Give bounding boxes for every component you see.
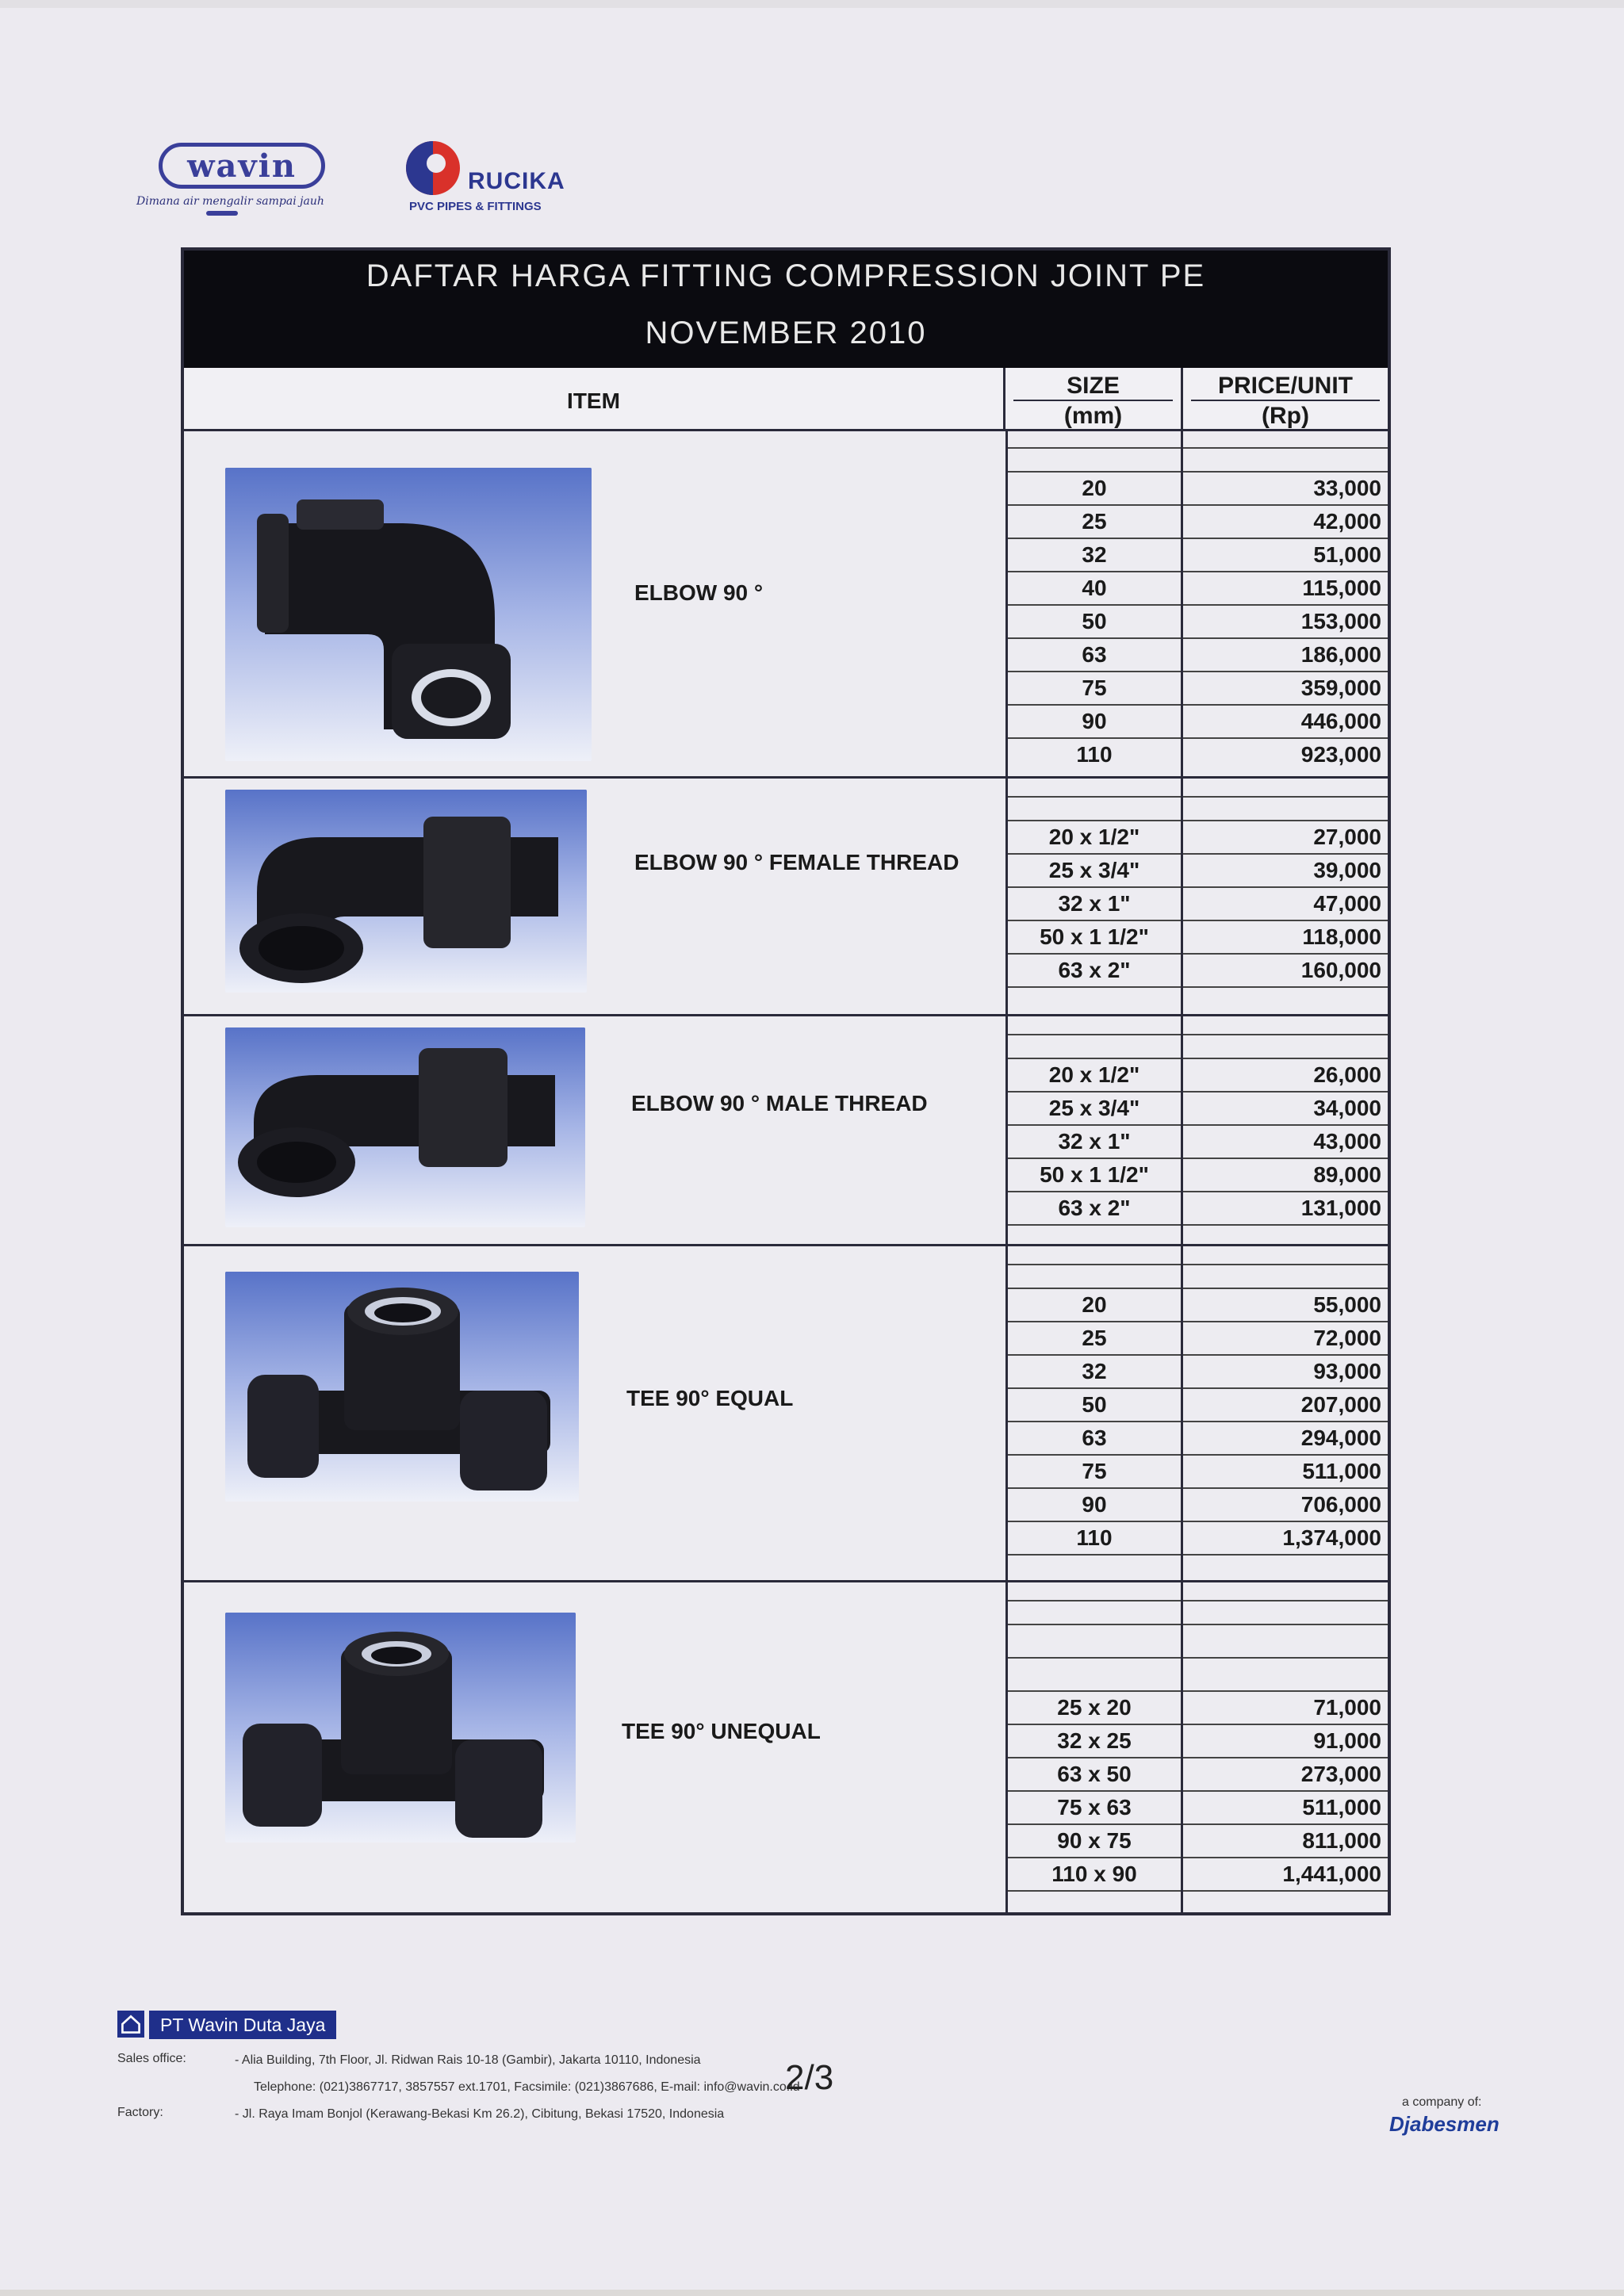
- table-title: DAFTAR HARGA FITTING COMPRESSION JOINT PE: [366, 258, 1206, 293]
- size-cell: 63: [1082, 1425, 1107, 1450]
- wavin-wave-mark: [206, 211, 238, 216]
- product-group-elbow-90: [184, 431, 1388, 779]
- column-header-size: [1005, 368, 1183, 431]
- size-cell: 90 x 75: [1057, 1828, 1132, 1853]
- size-cell: 20 x 1/2": [1048, 825, 1140, 849]
- size-cell: 63: [1082, 642, 1107, 667]
- tee-unequal-photo: [225, 1613, 576, 1843]
- size-cell: 63 x 2": [1058, 958, 1131, 982]
- size-cell: 90: [1082, 709, 1107, 733]
- product-name: ELBOW 90 °: [634, 580, 764, 605]
- price-column: [1183, 431, 1388, 776]
- size-cell: 110: [1076, 1525, 1113, 1550]
- scan-edge-bottom: [0, 2290, 1624, 2296]
- size-cell: 32: [1082, 1359, 1107, 1383]
- size-cell: 50 x 1 1/2": [1040, 1162, 1149, 1187]
- size-header-unit: (mm): [1063, 403, 1123, 429]
- size-cell: 75: [1082, 1459, 1107, 1483]
- size-cell: 75: [1082, 675, 1107, 700]
- price-column: [1183, 1582, 1388, 1912]
- size-cell: 25: [1082, 1326, 1107, 1350]
- price-cell: 511,000: [1302, 1459, 1381, 1483]
- price-cell: 43,000: [1313, 1129, 1381, 1154]
- price-cell: 131,000: [1300, 1196, 1381, 1220]
- price-cell: 446,000: [1300, 709, 1381, 733]
- size-cell: 32: [1082, 542, 1107, 567]
- rucika-wordmark: RUCIKA: [468, 168, 565, 194]
- price-cell: 118,000: [1302, 924, 1381, 949]
- price-column: [1183, 1016, 1388, 1244]
- price-cell: 89,000: [1313, 1162, 1381, 1187]
- size-cell: 110 x 90: [1051, 1862, 1137, 1886]
- price-cell: 71,000: [1313, 1695, 1381, 1720]
- size-cell: 50: [1082, 1392, 1107, 1417]
- size-cell: 20: [1082, 476, 1107, 500]
- price-cell: 1,374,000: [1282, 1525, 1381, 1550]
- company-of-label: a company of:: [1402, 2095, 1482, 2109]
- company-name: PT Wavin Duta Jaya: [149, 2011, 336, 2039]
- size-cell: 32 x 1": [1058, 1129, 1131, 1154]
- price-cell: 47,000: [1313, 891, 1381, 916]
- size-cell: 32 x 25: [1057, 1728, 1132, 1753]
- wavin-tagline: Dimana air mengalir sampai jauh: [136, 195, 324, 208]
- price-cell: 55,000: [1313, 1292, 1381, 1317]
- size-header-label: SIZE: [1067, 373, 1120, 399]
- size-cell: 50: [1082, 609, 1107, 633]
- size-column: [1005, 1246, 1183, 1580]
- wavin-wordmark: wavin: [159, 143, 325, 189]
- rucika-logo: [404, 140, 611, 219]
- table-date: NOVEMBER 2010: [645, 316, 927, 350]
- price-cell: 91,000: [1313, 1728, 1381, 1753]
- size-cell: 25 x 3/4": [1048, 858, 1140, 882]
- price-cell: 1,441,000: [1282, 1862, 1381, 1886]
- price-header-divider: [1191, 400, 1380, 401]
- price-header-label: PRICE/UNIT: [1217, 373, 1353, 399]
- product-group-tee-equal: [184, 1246, 1388, 1582]
- price-table: [181, 247, 1391, 1915]
- price-cell: 153,000: [1300, 609, 1381, 633]
- price-column: [1183, 1246, 1388, 1580]
- company-badge: [117, 2011, 336, 2039]
- size-column: [1005, 779, 1183, 1014]
- sales-office-label: Sales office:: [117, 2052, 186, 2065]
- tee-equal-photo: [225, 1272, 579, 1502]
- sales-office-address: - Alia Building, 7th Floor, Jl. Ridwan Rais 10-18 (Gambir), Jakarta 10110, Indonesia: [235, 2053, 701, 2067]
- elbow-male-thread-photo: [225, 1027, 585, 1227]
- price-cell: 51,000: [1313, 542, 1381, 567]
- house-icon: [117, 2011, 144, 2038]
- size-cell: 20 x 1/2": [1048, 1062, 1140, 1087]
- price-cell: 273,000: [1300, 1762, 1381, 1786]
- size-cell: 63 x 50: [1057, 1762, 1132, 1786]
- price-cell: 294,000: [1300, 1425, 1381, 1450]
- size-cell: 40: [1082, 576, 1107, 600]
- size-cell: 63 x 2": [1058, 1196, 1131, 1220]
- product-group-tee-unequal: [184, 1582, 1388, 1912]
- size-cell: 50 x 1 1/2": [1040, 924, 1149, 949]
- price-cell: 359,000: [1300, 675, 1381, 700]
- size-cell: 20: [1082, 1292, 1107, 1317]
- product-name: ELBOW 90 ° MALE THREAD: [631, 1091, 928, 1115]
- size-cell: 25 x 20: [1057, 1695, 1132, 1720]
- price-cell: 115,000: [1302, 576, 1381, 600]
- size-cell: 25: [1082, 509, 1107, 534]
- product-name: TEE 90° EQUAL: [626, 1386, 794, 1410]
- price-cell: 511,000: [1302, 1795, 1381, 1820]
- price-cell: 42,000: [1313, 509, 1381, 534]
- column-header-item: [184, 368, 1005, 431]
- price-header-unit: (Rp): [1262, 403, 1309, 429]
- price-cell: 923,000: [1300, 742, 1381, 767]
- size-header-divider: [1013, 400, 1173, 401]
- price-cell: 33,000: [1313, 476, 1381, 500]
- wavin-logo: [136, 143, 333, 216]
- product-name: ELBOW 90 ° FEMALE THREAD: [634, 850, 959, 874]
- title-band: [184, 251, 1388, 368]
- price-cell: 207,000: [1300, 1392, 1381, 1417]
- price-cell: 186,000: [1300, 642, 1381, 667]
- price-cell: 706,000: [1300, 1492, 1381, 1517]
- size-cell: 110: [1076, 742, 1113, 767]
- elbow-90-photo: [225, 468, 592, 761]
- parent-company-logo: Djabesmen: [1389, 2112, 1500, 2136]
- price-cell: 160,000: [1300, 958, 1381, 982]
- size-cell: 75 x 63: [1057, 1795, 1132, 1820]
- product-name: TEE 90° UNEQUAL: [622, 1719, 821, 1743]
- size-column: [1005, 1582, 1183, 1912]
- price-cell: 39,000: [1313, 858, 1381, 882]
- size-column: [1005, 1016, 1183, 1244]
- rucika-subtitle: PVC PIPES & FITTINGS: [409, 200, 542, 213]
- size-cell: 25 x 3/4": [1048, 1096, 1140, 1120]
- page-number: 2/3: [785, 2058, 834, 2097]
- column-header-price: [1183, 368, 1388, 431]
- factory-address: - Jl. Raya Imam Bonjol (Kerawang-Bekasi Km 26.2), Cibitung, Bekasi 17520, Indonesia: [235, 2107, 725, 2121]
- price-cell: 27,000: [1313, 825, 1381, 849]
- rucika-r-icon: [404, 140, 462, 197]
- price-cell: 26,000: [1313, 1062, 1381, 1087]
- factory-label: Factory:: [117, 2106, 163, 2119]
- sales-office-contact: Telephone: (021)3867717, 3857557 ext.1701, Facsimile: (021)3867686, E-mail: info@wavin.co.id: [254, 2080, 800, 2094]
- price-cell: 34,000: [1313, 1096, 1381, 1120]
- size-column: [1005, 431, 1183, 776]
- scan-edge-top: [0, 0, 1624, 8]
- price-column: [1183, 779, 1388, 1014]
- elbow-female-thread-photo: [225, 790, 587, 993]
- price-cell: 72,000: [1313, 1326, 1381, 1350]
- price-cell: 811,000: [1302, 1828, 1381, 1853]
- size-cell: 32 x 1": [1058, 891, 1131, 916]
- product-group-elbow-male-thread: [184, 1016, 1388, 1246]
- product-group-elbow-female-thread: [184, 779, 1388, 1016]
- item-header-label: ITEM: [567, 388, 620, 413]
- size-cell: 90: [1082, 1492, 1107, 1517]
- price-cell: 93,000: [1313, 1359, 1381, 1383]
